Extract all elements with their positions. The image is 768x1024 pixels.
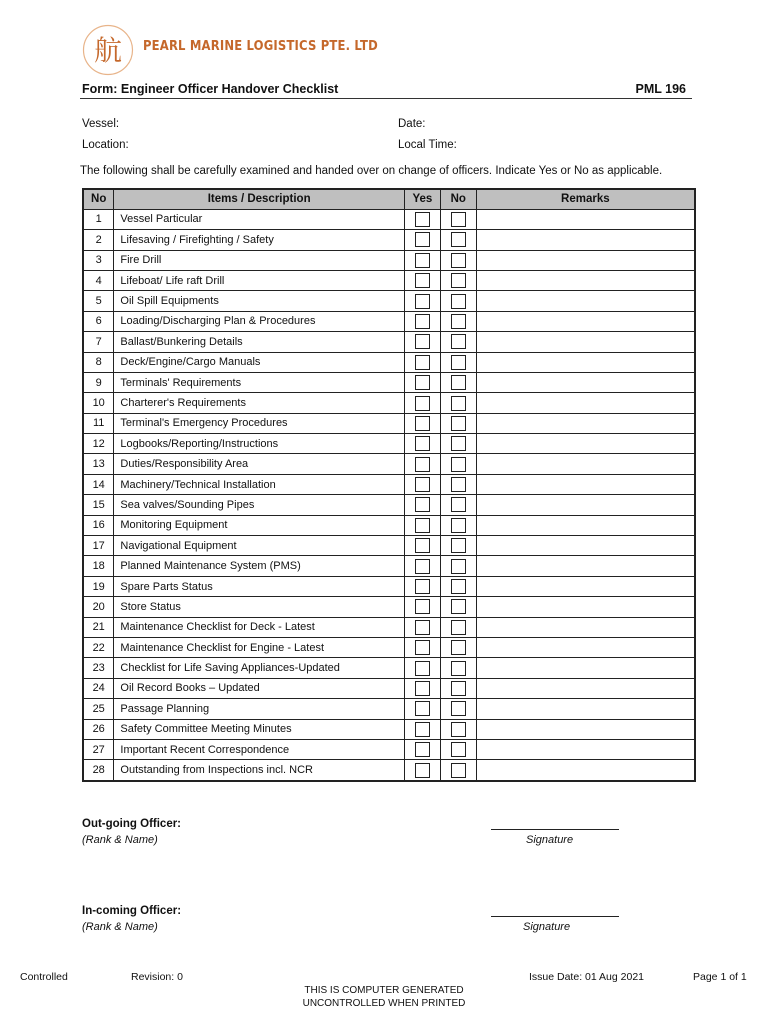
no-checkbox[interactable]: [451, 497, 466, 512]
table-row: [83, 658, 695, 678]
no-checkbox[interactable]: [451, 294, 466, 309]
row-item-description: Duties/Responsibility Area: [114, 454, 405, 474]
yes-cell: [404, 617, 440, 637]
outgoing-officer-label: Out-going Officer:: [82, 818, 182, 830]
no-cell: [440, 434, 476, 454]
yes-checkbox[interactable]: [415, 355, 430, 370]
remarks-cell[interactable]: [476, 719, 695, 739]
no-cell: [440, 658, 476, 678]
remarks-cell[interactable]: [476, 270, 695, 290]
table-row: [83, 556, 695, 576]
yes-checkbox[interactable]: [415, 294, 430, 309]
row-item-description: Logbooks/Reporting/Instructions: [114, 434, 405, 454]
row-number: 27: [83, 739, 114, 759]
table-row: [83, 393, 695, 413]
table-row: [83, 250, 695, 270]
row-number: 4: [83, 270, 114, 290]
row-item-description: Maintenance Checklist for Engine - Latest: [114, 638, 405, 658]
yes-cell: [404, 230, 440, 250]
yes-cell: [404, 638, 440, 658]
yes-cell: [404, 536, 440, 556]
row-number: 12: [83, 434, 114, 454]
outgoing-signature-caption: Signature: [526, 834, 574, 846]
yes-checkbox[interactable]: [415, 701, 430, 716]
row-number: 16: [83, 515, 114, 535]
row-item-description: Oil Spill Equipments: [114, 291, 405, 311]
table-row: [83, 678, 695, 698]
no-checkbox[interactable]: [451, 273, 466, 288]
vessel-field-label[interactable]: Vessel:: [82, 118, 120, 130]
remarks-cell[interactable]: [476, 576, 695, 596]
remarks-cell[interactable]: [476, 352, 695, 372]
row-number: 23: [83, 658, 114, 678]
no-checkbox[interactable]: [451, 640, 466, 655]
no-checkbox[interactable]: [451, 559, 466, 574]
remarks-cell[interactable]: [476, 678, 695, 698]
table-row: [83, 719, 695, 739]
remarks-cell[interactable]: [476, 434, 695, 454]
no-checkbox[interactable]: [451, 722, 466, 737]
row-number: 1: [83, 209, 114, 229]
yes-checkbox[interactable]: [415, 620, 430, 635]
no-cell: [440, 352, 476, 372]
remarks-cell[interactable]: [476, 739, 695, 759]
no-cell: [440, 536, 476, 556]
no-cell: [440, 739, 476, 759]
remarks-cell[interactable]: [476, 372, 695, 392]
table-row: [83, 372, 695, 392]
row-number: 24: [83, 678, 114, 698]
yes-checkbox[interactable]: [415, 681, 430, 696]
yes-checkbox[interactable]: [415, 212, 430, 227]
yes-checkbox[interactable]: [415, 497, 430, 512]
row-number: 8: [83, 352, 114, 372]
no-checkbox[interactable]: [451, 314, 466, 329]
table-row: [83, 638, 695, 658]
no-cell: [440, 454, 476, 474]
row-item-description: Fire Drill: [114, 250, 405, 270]
row-number: 15: [83, 495, 114, 515]
column-header-no: No: [83, 189, 114, 209]
no-checkbox[interactable]: [451, 457, 466, 472]
no-cell: [440, 719, 476, 739]
yes-checkbox[interactable]: [415, 579, 430, 594]
yes-checkbox[interactable]: [415, 599, 430, 614]
remarks-cell[interactable]: [476, 638, 695, 658]
row-item-description: Navigational Equipment: [114, 536, 405, 556]
title-divider: [80, 98, 692, 99]
table-row: [83, 699, 695, 719]
no-cell: [440, 311, 476, 331]
no-cell: [440, 760, 476, 781]
no-checkbox[interactable]: [451, 661, 466, 676]
table-row: [83, 536, 695, 556]
no-cell: [440, 250, 476, 270]
row-item-description: Spare Parts Status: [114, 576, 405, 596]
table-row: [83, 454, 695, 474]
incoming-rank-name-hint: (Rank & Name): [82, 921, 158, 933]
remarks-cell[interactable]: [476, 658, 695, 678]
table-row: [83, 474, 695, 494]
yes-cell: [404, 719, 440, 739]
row-number: 3: [83, 250, 114, 270]
column-header-no-answer: No: [440, 189, 476, 209]
handover-checklist-table: [82, 188, 696, 782]
row-number: 10: [83, 393, 114, 413]
no-cell: [440, 332, 476, 352]
yes-checkbox[interactable]: [415, 232, 430, 247]
no-cell: [440, 638, 476, 658]
row-item-description: Deck/Engine/Cargo Manuals: [114, 352, 405, 372]
no-cell: [440, 413, 476, 433]
yes-cell: [404, 434, 440, 454]
no-cell: [440, 291, 476, 311]
table-row: [83, 617, 695, 637]
table-row: [83, 209, 695, 229]
no-checkbox[interactable]: [451, 253, 466, 268]
remarks-cell[interactable]: [476, 760, 695, 781]
remarks-cell[interactable]: [476, 413, 695, 433]
table-row: [83, 495, 695, 515]
row-number: 9: [83, 372, 114, 392]
remarks-cell[interactable]: [476, 556, 695, 576]
row-item-description: Planned Maintenance System (PMS): [114, 556, 405, 576]
notice-line-2: UNCONTROLLED WHEN PRINTED: [302, 998, 466, 1009]
no-checkbox[interactable]: [451, 416, 466, 431]
row-number: 25: [83, 699, 114, 719]
no-checkbox[interactable]: [451, 742, 466, 757]
issue-date: Issue Date: 01 Aug 2021: [529, 971, 645, 983]
yes-cell: [404, 515, 440, 535]
yes-checkbox[interactable]: [415, 314, 430, 329]
row-number: 18: [83, 556, 114, 576]
yes-cell: [404, 474, 440, 494]
incoming-signature-caption: Signature: [523, 921, 571, 933]
no-checkbox[interactable]: [451, 232, 466, 247]
column-header-yes: Yes: [404, 189, 440, 209]
table-row: [83, 311, 695, 331]
outgoing-rank-name-hint: (Rank & Name): [82, 834, 158, 846]
yes-cell: [404, 658, 440, 678]
row-item-description: Passage Planning: [114, 699, 405, 719]
no-checkbox[interactable]: [451, 681, 466, 696]
yes-cell: [404, 332, 440, 352]
no-cell: [440, 495, 476, 515]
yes-checkbox[interactable]: [415, 559, 430, 574]
no-checkbox[interactable]: [451, 436, 466, 451]
yes-cell: [404, 678, 440, 698]
yes-cell: [404, 454, 440, 474]
remarks-cell[interactable]: [476, 332, 695, 352]
yes-checkbox[interactable]: [415, 722, 430, 737]
form-title: Form: Engineer Officer Handover Checklist: [82, 82, 339, 96]
column-header-remarks: Remarks: [476, 189, 695, 209]
row-number: 11: [83, 413, 114, 433]
row-item-description: Ballast/Bunkering Details: [114, 332, 405, 352]
date-field-label[interactable]: Date:: [398, 118, 426, 130]
no-checkbox[interactable]: [451, 599, 466, 614]
no-checkbox[interactable]: [451, 538, 466, 553]
yes-checkbox[interactable]: [415, 538, 430, 553]
table-row: [83, 597, 695, 617]
row-number: 2: [83, 230, 114, 250]
yes-cell: [404, 311, 440, 331]
incoming-signature-line[interactable]: [491, 916, 619, 917]
remarks-cell[interactable]: [476, 291, 695, 311]
remarks-cell[interactable]: [476, 515, 695, 535]
yes-checkbox[interactable]: [415, 661, 430, 676]
row-item-description: Lifesaving / Firefighting / Safety: [114, 230, 405, 250]
yes-cell: [404, 291, 440, 311]
table-header-row: [83, 189, 695, 209]
row-number: 20: [83, 597, 114, 617]
row-number: 26: [83, 719, 114, 739]
no-cell: [440, 372, 476, 392]
no-checkbox[interactable]: [451, 375, 466, 390]
remarks-cell[interactable]: [476, 474, 695, 494]
yes-cell: [404, 699, 440, 719]
row-item-description: Loading/Discharging Plan & Procedures: [114, 311, 405, 331]
yes-cell: [404, 393, 440, 413]
row-item-description: Terminal's Emergency Procedures: [114, 413, 405, 433]
row-item-description: Machinery/Technical Installation: [114, 474, 405, 494]
yes-checkbox[interactable]: [415, 518, 430, 533]
yes-checkbox[interactable]: [415, 375, 430, 390]
row-number: 28: [83, 760, 114, 781]
instructions-text: The following shall be carefully examined and handed over on change of officers. Indicate Yes or No as applicable.: [80, 165, 663, 177]
remarks-cell[interactable]: [476, 393, 695, 413]
table-row: [83, 434, 695, 454]
yes-cell: [404, 576, 440, 596]
yes-checkbox[interactable]: [415, 253, 430, 268]
uncontrolled-notice: [0, 984, 768, 1010]
no-checkbox[interactable]: [451, 477, 466, 492]
no-checkbox[interactable]: [451, 334, 466, 349]
table-row: [83, 230, 695, 250]
remarks-cell[interactable]: [476, 597, 695, 617]
row-item-description: Important Recent Correspondence: [114, 739, 405, 759]
yes-checkbox[interactable]: [415, 436, 430, 451]
no-cell: [440, 617, 476, 637]
table-row: [83, 332, 695, 352]
notice-line-1: THIS IS COMPUTER GENERATED: [304, 985, 464, 996]
row-number: 5: [83, 291, 114, 311]
no-cell: [440, 230, 476, 250]
row-item-description: Maintenance Checklist for Deck - Latest: [114, 617, 405, 637]
no-cell: [440, 393, 476, 413]
row-number: 17: [83, 536, 114, 556]
yes-cell: [404, 739, 440, 759]
table-row: [83, 739, 695, 759]
table-row: [83, 760, 695, 781]
no-cell: [440, 576, 476, 596]
yes-cell: [404, 556, 440, 576]
company-name: PEARL MARINE LOGISTICS PTE. LTD: [143, 38, 378, 54]
remarks-cell[interactable]: [476, 536, 695, 556]
no-cell: [440, 209, 476, 229]
remarks-cell[interactable]: [476, 230, 695, 250]
remarks-cell[interactable]: [476, 617, 695, 637]
yes-cell: [404, 597, 440, 617]
table-row: [83, 270, 695, 290]
no-checkbox[interactable]: [451, 212, 466, 227]
yes-checkbox[interactable]: [415, 396, 430, 411]
remarks-cell[interactable]: [476, 495, 695, 515]
row-item-description: Store Status: [114, 597, 405, 617]
no-checkbox[interactable]: [451, 579, 466, 594]
row-number: 19: [83, 576, 114, 596]
remarks-cell[interactable]: [476, 311, 695, 331]
remarks-cell[interactable]: [476, 454, 695, 474]
yes-checkbox[interactable]: [415, 742, 430, 757]
yes-cell: [404, 495, 440, 515]
revision-number: Revision: 0: [131, 971, 183, 983]
no-checkbox[interactable]: [451, 396, 466, 411]
no-checkbox[interactable]: [451, 620, 466, 635]
table-row: [83, 352, 695, 372]
yes-checkbox[interactable]: [415, 457, 430, 472]
no-checkbox[interactable]: [451, 763, 466, 778]
yes-checkbox[interactable]: [415, 477, 430, 492]
row-number: 22: [83, 638, 114, 658]
yes-checkbox[interactable]: [415, 640, 430, 655]
remarks-cell[interactable]: [476, 209, 695, 229]
row-number: 14: [83, 474, 114, 494]
form-code: PML 196: [635, 82, 686, 96]
outgoing-signature-line[interactable]: [491, 829, 619, 830]
no-checkbox[interactable]: [451, 355, 466, 370]
row-item-description: Charterer's Requirements: [114, 393, 405, 413]
yes-checkbox[interactable]: [415, 273, 430, 288]
row-number: 13: [83, 454, 114, 474]
svg-text:航: 航: [93, 34, 123, 67]
no-checkbox[interactable]: [451, 701, 466, 716]
row-item-description: Vessel Particular: [114, 209, 405, 229]
row-number: 21: [83, 617, 114, 637]
no-cell: [440, 515, 476, 535]
yes-cell: [404, 372, 440, 392]
page-number: Page 1 of 1: [693, 971, 747, 983]
table-row: [83, 515, 695, 535]
yes-cell: [404, 209, 440, 229]
incoming-officer-label: In-coming Officer:: [82, 905, 182, 917]
column-header-items: Items / Description: [114, 189, 405, 209]
row-item-description: Oil Record Books – Updated: [114, 678, 405, 698]
yes-cell: [404, 413, 440, 433]
table-row: [83, 576, 695, 596]
row-item-description: Lifeboat/ Life raft Drill: [114, 270, 405, 290]
remarks-cell[interactable]: [476, 699, 695, 719]
row-number: 6: [83, 311, 114, 331]
no-cell: [440, 699, 476, 719]
table-row: [83, 413, 695, 433]
local-time-field-label[interactable]: Local Time:: [398, 139, 457, 151]
no-cell: [440, 270, 476, 290]
table-row: [83, 291, 695, 311]
no-cell: [440, 556, 476, 576]
row-item-description: Monitoring Equipment: [114, 515, 405, 535]
no-checkbox[interactable]: [451, 518, 466, 533]
no-cell: [440, 597, 476, 617]
row-item-description: Sea valves/Sounding Pipes: [114, 495, 405, 515]
yes-checkbox[interactable]: [415, 334, 430, 349]
row-item-description: Outstanding from Inspections incl. NCR: [114, 760, 405, 781]
row-item-description: Checklist for Life Saving Appliances-Updated: [114, 658, 405, 678]
location-field-label[interactable]: Location:: [82, 139, 129, 151]
yes-cell: [404, 270, 440, 290]
yes-checkbox[interactable]: [415, 416, 430, 431]
row-number: 7: [83, 332, 114, 352]
row-item-description: Terminals' Requirements: [114, 372, 405, 392]
yes-cell: [404, 250, 440, 270]
yes-checkbox[interactable]: [415, 763, 430, 778]
no-cell: [440, 678, 476, 698]
company-logo-icon: [82, 24, 134, 76]
yes-cell: [404, 760, 440, 781]
remarks-cell[interactable]: [476, 250, 695, 270]
no-cell: [440, 474, 476, 494]
document-status: Controlled: [20, 971, 68, 983]
row-item-description: Safety Committee Meeting Minutes: [114, 719, 405, 739]
yes-cell: [404, 352, 440, 372]
